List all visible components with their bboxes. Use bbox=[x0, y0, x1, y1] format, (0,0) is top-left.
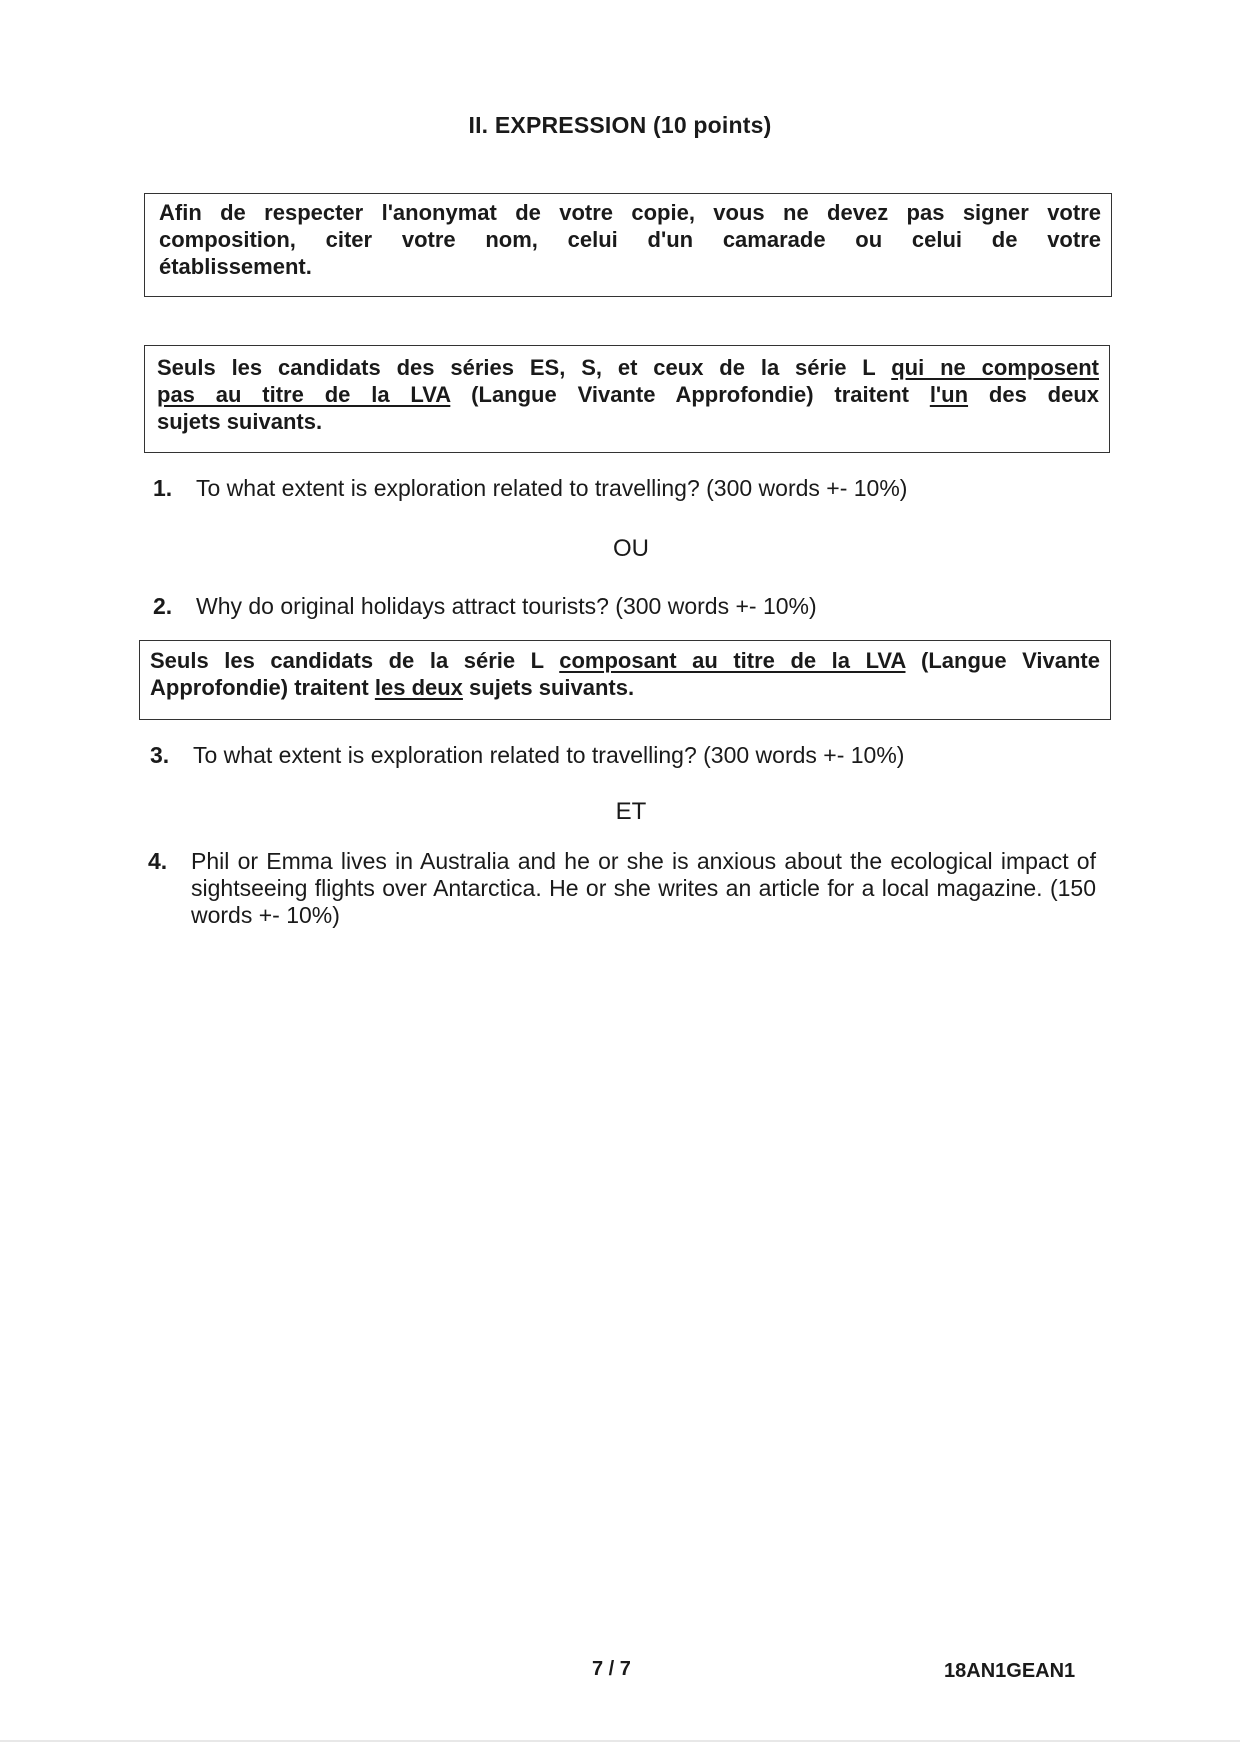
question-number: 3. bbox=[150, 742, 170, 768]
question-text: To what extent is exploration related to travelling? (300 words +- 10%) bbox=[193, 742, 905, 768]
series-notice-text: des deux bbox=[968, 382, 1099, 407]
anonymity-notice-line-3: établissement. bbox=[159, 254, 312, 279]
series-l-lva-notice-box bbox=[139, 640, 1111, 720]
series-notice-text: Seuls les candidats des séries ES, S, et ceux de la série L bbox=[157, 355, 892, 380]
series-notice-line-2 bbox=[157, 381, 1099, 408]
page-number: 7 / 7 bbox=[592, 1658, 631, 1680]
separator-et: ET bbox=[615, 798, 647, 825]
lva-notice-text: Seuls les candidats de la série L bbox=[150, 648, 560, 673]
lva-notice-text: Approfondie) traitent bbox=[150, 675, 375, 700]
question-text: Phil or Emma lives in Australia and he or she is anxious about the ecological impact of sightseeing flights over Antarctica. He or she writes an article for a local magazine. (150 words +- 10%) bbox=[191, 848, 1096, 928]
series-notice-line-3: sujets suivants. bbox=[157, 409, 323, 434]
question-text: To what extent is exploration related to travelling? (300 words +- 10%) bbox=[196, 475, 908, 501]
series-notice-line-1 bbox=[157, 354, 1099, 381]
anonymity-notice-line-1: Afin de respecter l'anonymat de votre copie, vous ne devez pas signer votre bbox=[159, 200, 1101, 225]
lva-notice-line-2 bbox=[150, 674, 1100, 701]
question-number: 1. bbox=[153, 475, 173, 501]
scan-edge-divider bbox=[0, 1740, 1240, 1742]
exam-code: 18AN1GEAN1 bbox=[944, 1660, 1076, 1682]
lva-notice-underlined: composant au titre de la LVA bbox=[559, 648, 906, 673]
question-text: Why do original holidays attract tourists? (300 words +- 10%) bbox=[196, 593, 817, 619]
lva-notice-line-1 bbox=[150, 647, 1100, 674]
lva-notice-underlined: les deux bbox=[374, 675, 463, 700]
series-notice-underlined: l'un bbox=[929, 382, 969, 407]
anonymity-notice-box bbox=[144, 193, 1112, 297]
lva-notice-text: sujets suivants. bbox=[462, 675, 635, 700]
series-notice-underlined: qui ne composent bbox=[891, 355, 1099, 380]
question-number: 4. bbox=[148, 848, 168, 874]
question-number: 2. bbox=[153, 593, 173, 619]
series-es-s-l-notice-box bbox=[144, 345, 1110, 453]
series-notice-underlined: pas au titre de la LVA bbox=[157, 382, 451, 407]
section-title: II. EXPRESSION (10 points) bbox=[468, 112, 772, 138]
lva-notice-text: (Langue Vivante bbox=[905, 648, 1100, 673]
separator-ou: OU bbox=[613, 535, 649, 562]
anonymity-notice-line-2: composition, citer votre nom, celui d'un camarade ou celui de votre bbox=[159, 227, 1101, 252]
series-notice-text: (Langue Vivante Approfondie) traitent bbox=[450, 382, 930, 407]
